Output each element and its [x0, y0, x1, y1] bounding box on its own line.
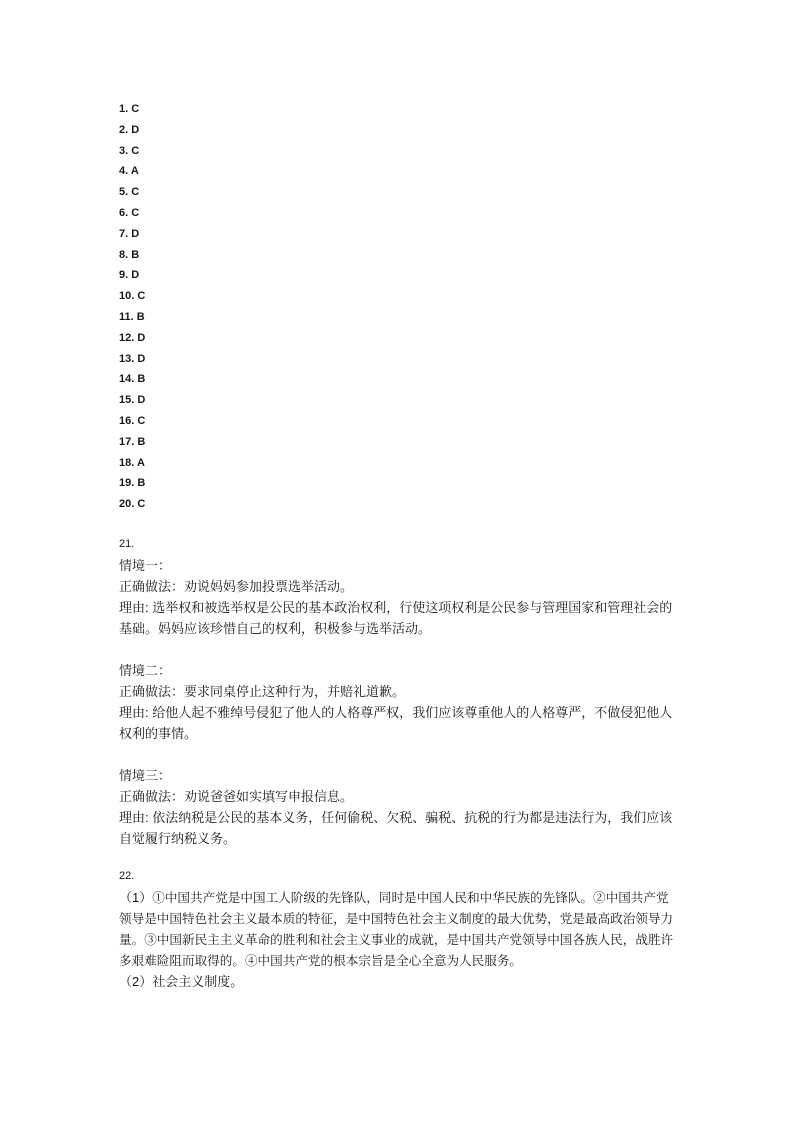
answer-item: 6. C	[119, 206, 140, 219]
answer-item: 4. A	[119, 165, 139, 178]
part-label: （2）	[119, 974, 153, 989]
answer-item: 5. C	[119, 186, 140, 199]
answer-item: 16. C	[119, 414, 146, 427]
answer-part-2	[119, 971, 681, 992]
spacer	[119, 639, 679, 660]
answer-item: 10. C	[119, 290, 146, 303]
question-number: 21.	[119, 538, 135, 550]
scenario-practice: 正确做法：劝说爸爸如实填写申报信息。	[119, 789, 354, 804]
question-21-section	[119, 534, 679, 849]
scenario-reason: 理由: 依法纳税是公民的基本义务，任何偷税、欠税、骗税、抗税的行为都是违法行为，我们应该自觉履行纳税义务。	[119, 810, 673, 846]
answer-item: 2. D	[119, 123, 140, 136]
answer-item: 20. C	[119, 498, 146, 511]
answer-item: 17. B	[119, 435, 146, 448]
answer-key-list	[119, 99, 145, 515]
answer-item: 15. D	[119, 394, 146, 407]
answer-item: 13. D	[119, 352, 146, 365]
question-22-section	[119, 866, 681, 992]
answer-item: 3. C	[119, 144, 140, 157]
answer-item: 19. B	[119, 477, 146, 490]
part-text: 社会主义制度。	[152, 974, 244, 989]
answer-item: 7. D	[119, 227, 140, 240]
scenario-reason: 理由: 选举权和被选举权是公民的基本政治权利，行使这项权利是公民参与管理国家和管理社会的基础。妈妈应该珍惜自己的权利，积极参与选举活动。	[119, 600, 673, 636]
scenario-title: 情境二：	[119, 663, 172, 678]
part-text: ①中国共产党是中国工人阶级的先锋队，同时是中国人民和中华民族的先锋队。②中国共产党领导是中国特色社会主义最本质的特征，是中国特色社会主义制度的最大优势，党是最高政治领导力量。③中国新民主主义革命的胜利和社会主义事业的成就，是中国共产党领导中国各族人民，战胜许多艰难险阻而取得的。④中国共产党的根本宗旨是全心全意为人民服务。	[119, 890, 674, 968]
part-label: （1）	[119, 890, 153, 905]
answer-item: 11. B	[119, 310, 145, 323]
answer-item: 8. B	[119, 248, 140, 261]
answer-part-1	[119, 887, 681, 971]
spacer	[119, 744, 679, 765]
scenario-practice: 正确做法：劝说妈妈参加投票选举活动。	[119, 579, 354, 594]
scenario-title: 情境一：	[119, 558, 172, 573]
answer-item: 14. B	[119, 373, 146, 386]
answer-item: 1. C	[119, 103, 140, 115]
question-number: 22.	[119, 870, 135, 882]
answer-item: 9. D	[119, 269, 140, 282]
answer-item: 18. A	[119, 456, 145, 469]
scenario-reason: 理由: 给他人起不雅绰号侵犯了他人的人格尊严权，我们应该尊重他人的人格尊严，不做侵犯他人权利的事情。	[119, 705, 673, 741]
scenario-practice: 正确做法：要求同桌停止这种行为，并赔礼道歉。	[119, 684, 406, 699]
scenario-title: 情境三：	[119, 768, 172, 783]
answer-item: 12. D	[119, 331, 146, 344]
